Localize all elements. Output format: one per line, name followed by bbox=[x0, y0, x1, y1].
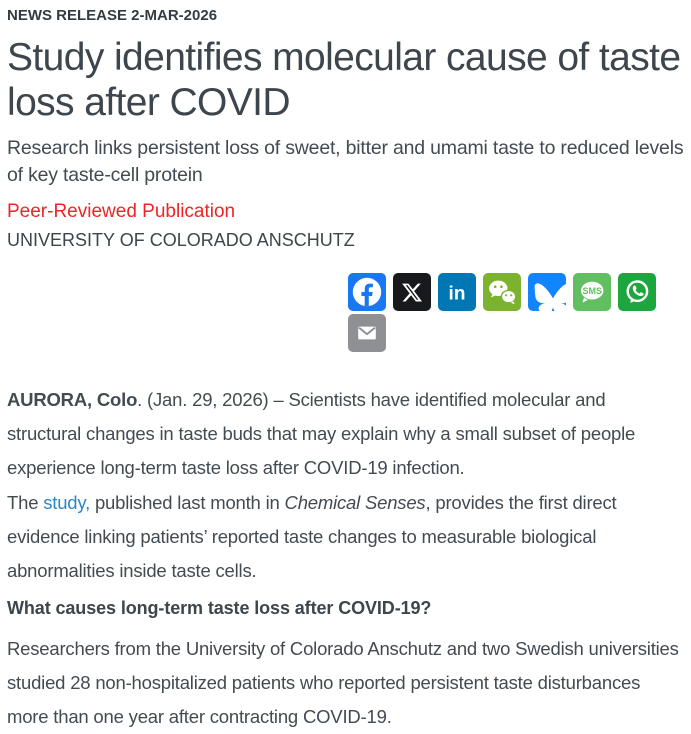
email-icon bbox=[348, 314, 386, 352]
wechat-share-button[interactable] bbox=[483, 273, 521, 311]
paragraph-2-mid: published last month in bbox=[90, 492, 285, 513]
paragraph-researchers: Researchers from the University of Colorado Anschutz and two Swedish universities studied 28 non-hospitalized patients who reported persistent taste disturbances more than one year after contracting COVID-19. bbox=[7, 638, 679, 727]
facebook-icon bbox=[348, 273, 386, 311]
institution-name: UNIVERSITY OF COLORADO ANSCHUTZ bbox=[7, 230, 355, 250]
share-buttons bbox=[348, 273, 660, 352]
dateline-city: AURORA, Colo bbox=[7, 389, 138, 410]
sms-icon bbox=[573, 273, 611, 311]
x-icon bbox=[393, 273, 431, 311]
bluesky-share-button[interactable] bbox=[528, 273, 566, 311]
study-link[interactable]: study, bbox=[43, 492, 91, 513]
section-heading: What causes long-term taste loss after COVID-19? bbox=[7, 598, 432, 618]
sms-share-button[interactable] bbox=[573, 273, 611, 311]
whatsapp-icon bbox=[618, 273, 656, 311]
paragraph-2-rest: , provides the first direct evidence linking patients’ reported taste changes to measurable biological abnormalities inside taste cells. bbox=[7, 492, 617, 581]
publication-type-label: Peer-Reviewed Publication bbox=[7, 201, 236, 222]
email-share-button[interactable] bbox=[348, 314, 386, 352]
journal-name: Chemical Senses bbox=[284, 492, 426, 513]
linkedin-share-button[interactable] bbox=[438, 273, 476, 311]
sms-label: SMS bbox=[582, 286, 602, 296]
linkedin-icon bbox=[438, 273, 476, 311]
paragraph-study bbox=[7, 486, 684, 588]
paragraph-dateline bbox=[7, 383, 684, 485]
whatsapp-share-button[interactable] bbox=[618, 273, 656, 311]
paragraph-1-text: . (Jan. 29, 2026) – Scientists have identified molecular and structural changes in taste buds that may explain why a small subset of people experience long-term taste loss after COVID-19 infection. bbox=[7, 389, 636, 478]
paragraph-2-pre: The bbox=[7, 492, 44, 513]
news-release-kicker: NEWS RELEASE 2-MAR-2026 bbox=[7, 7, 218, 24]
wechat-icon bbox=[483, 273, 521, 311]
article-body bbox=[7, 383, 684, 734]
facebook-share-button[interactable] bbox=[348, 273, 386, 311]
svg-text:in: in bbox=[448, 283, 466, 305]
bluesky-icon bbox=[528, 273, 566, 311]
x-share-button[interactable] bbox=[393, 273, 431, 311]
page-title: Study identifies molecular cause of taste loss after COVID bbox=[7, 36, 681, 124]
article-subtitle: Research links persistent loss of sweet, bitter and umami taste to reduced levels of key taste-cell protein bbox=[7, 137, 684, 186]
